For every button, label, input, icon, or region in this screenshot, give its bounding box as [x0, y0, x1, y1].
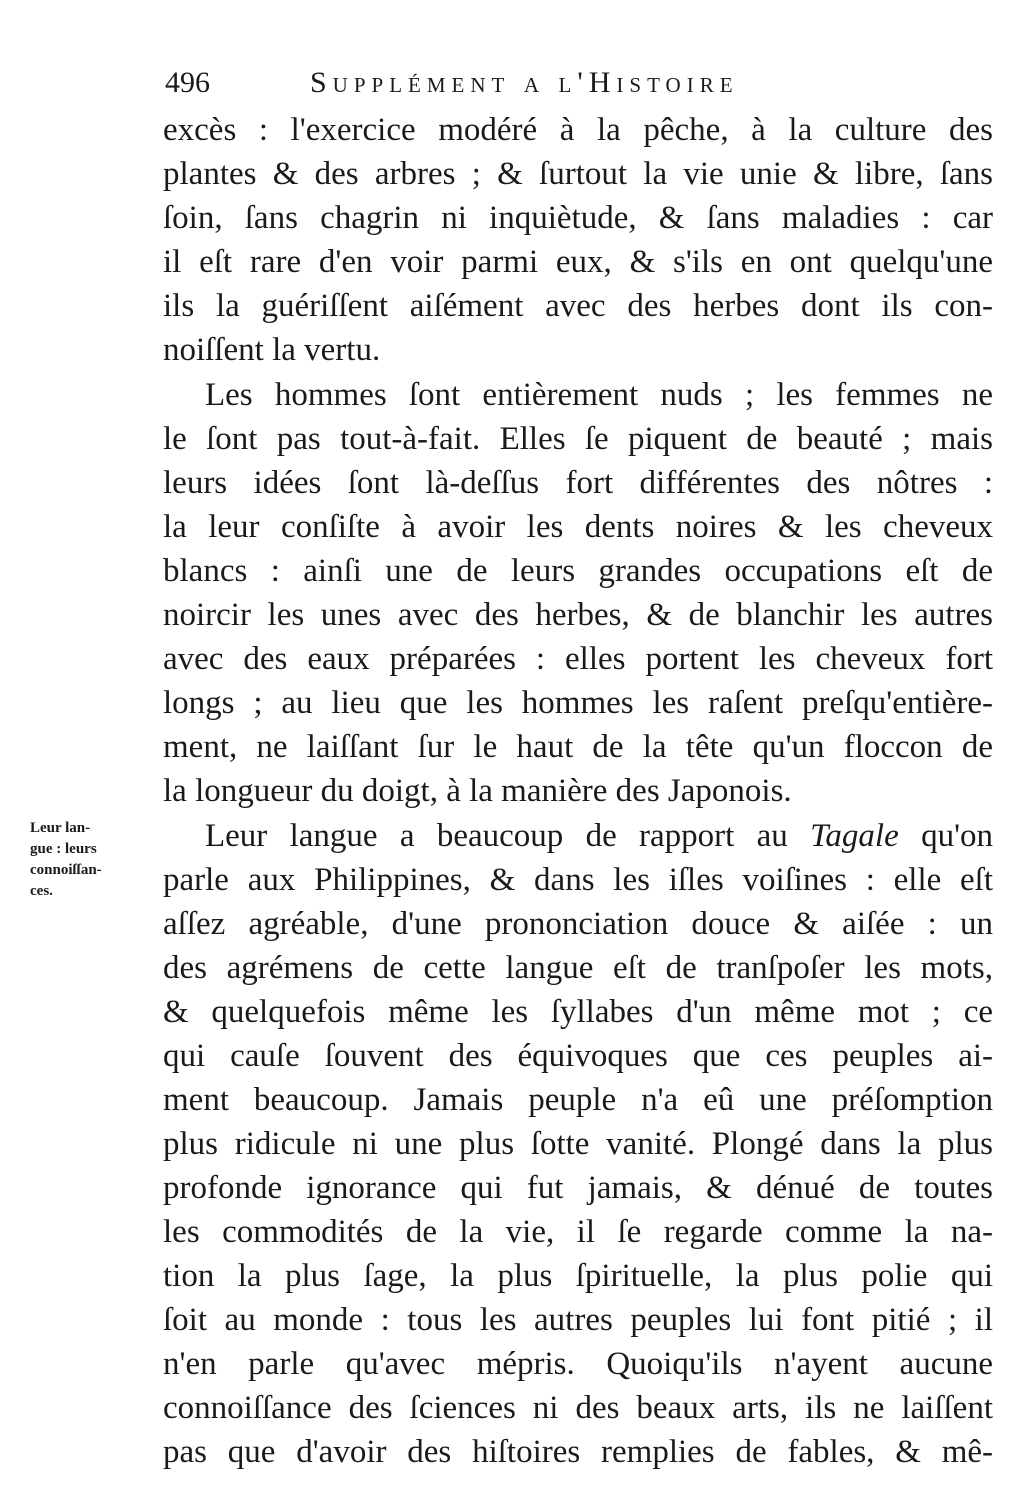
page-number: 496: [165, 66, 210, 99]
text-segment: qu'on: [921, 818, 994, 854]
text-line: noiſſent la vertu.: [163, 332, 381, 368]
text-line: la leur conſiſte à avoir les dents noires & les cheveux: [163, 509, 993, 545]
text-line: excès : l'exercice modéré à la pêche, à la culture des: [163, 112, 993, 148]
margin-note-line: connoiſſan-: [30, 862, 102, 878]
text-line: la longueur du doigt, à la manière des Japonois.: [163, 773, 792, 809]
text-line: profonde ignorance qui fut jamais, & dénué de toutes: [163, 1170, 993, 1206]
text-line: & quelquefois même les ſyllabes d'un même mot ; ce: [163, 994, 993, 1030]
text-line: le ſont pas tout-à-fait. Elles ſe piquent de beauté ; mais: [163, 421, 993, 457]
text-line: plantes & des arbres ; & ſurtout la vie unie & libre, ſans: [163, 156, 993, 192]
margin-note-line: ces.: [30, 883, 53, 899]
running-title: Supplément a l'Histoire: [310, 66, 739, 99]
margin-note-line: gue : leurs: [30, 841, 97, 857]
text-line: leurs idées ſont là-deſſus fort différentes des nôtres :: [163, 465, 993, 501]
text-line: ſoit au monde : tous les autres peuples lui font pitié ; il: [163, 1302, 993, 1338]
text-line: pas que d'avoir des hiſtoires remplies de fables, & mê-: [163, 1434, 993, 1470]
text-segment: Leur langue a beaucoup de rapport au: [205, 818, 788, 854]
page-header: [165, 62, 905, 102]
text-line: [205, 814, 993, 858]
margin-note-line: Leur lan-: [30, 820, 91, 836]
text-line: des agrémens de cette langue eſt de tranſpoſer les mots,: [163, 950, 993, 986]
text-line: connoiſſance des ſciences ni des beaux arts, ils ne laiſſent: [163, 1390, 993, 1426]
text-line: n'en parle qu'avec mépris. Quoiqu'ils n'ayent aucune: [163, 1346, 993, 1382]
text-line: ſoin, ſans chagrin ni inquiètude, & ſans maladies : car: [163, 200, 993, 236]
text-line: aſſez agréable, d'une prononciation douce & aiſée : un: [163, 906, 993, 942]
text-line: qui cauſe ſouvent des équivoques que ces peuples ai-: [163, 1038, 993, 1074]
text-line: Les hommes ſont entièrement nuds ; les femmes ne: [205, 377, 993, 413]
text-line: avec des eaux préparées : elles portent les cheveux fort: [163, 641, 993, 677]
text-line: ment beaucoup. Jamais peuple n'a eû une préſomption: [163, 1082, 993, 1118]
text-line: longs ; au lieu que les hommes les raſent preſqu'entière-: [163, 685, 993, 721]
text-line: il eſt rare d'en voir parmi eux, & s'ils en ont quelqu'une: [163, 244, 993, 280]
italic-term: Tagale: [810, 818, 899, 854]
text-line: ils la guériſſent aiſément avec des herbes dont ils con-: [163, 288, 993, 324]
text-line: tion la plus ſage, la plus ſpirituelle, la plus polie qui: [163, 1258, 993, 1294]
text-line: blancs : ainſi une de leurs grandes occupations eſt de: [163, 553, 993, 589]
text-line: noircir les unes avec des herbes, & de blanchir les autres: [163, 597, 993, 633]
text-line: les commodités de la vie, il ſe regarde comme la na-: [163, 1214, 993, 1250]
text-line: parle aux Philippines, & dans les iſles voiſines : elle eſt: [163, 862, 993, 898]
text-line: plus ridicule ni une plus ſotte vanité. Plongé dans la plus: [163, 1126, 993, 1162]
text-line: ment, ne laiſſant ſur le haut de la tête qu'un floccon de: [163, 729, 993, 765]
